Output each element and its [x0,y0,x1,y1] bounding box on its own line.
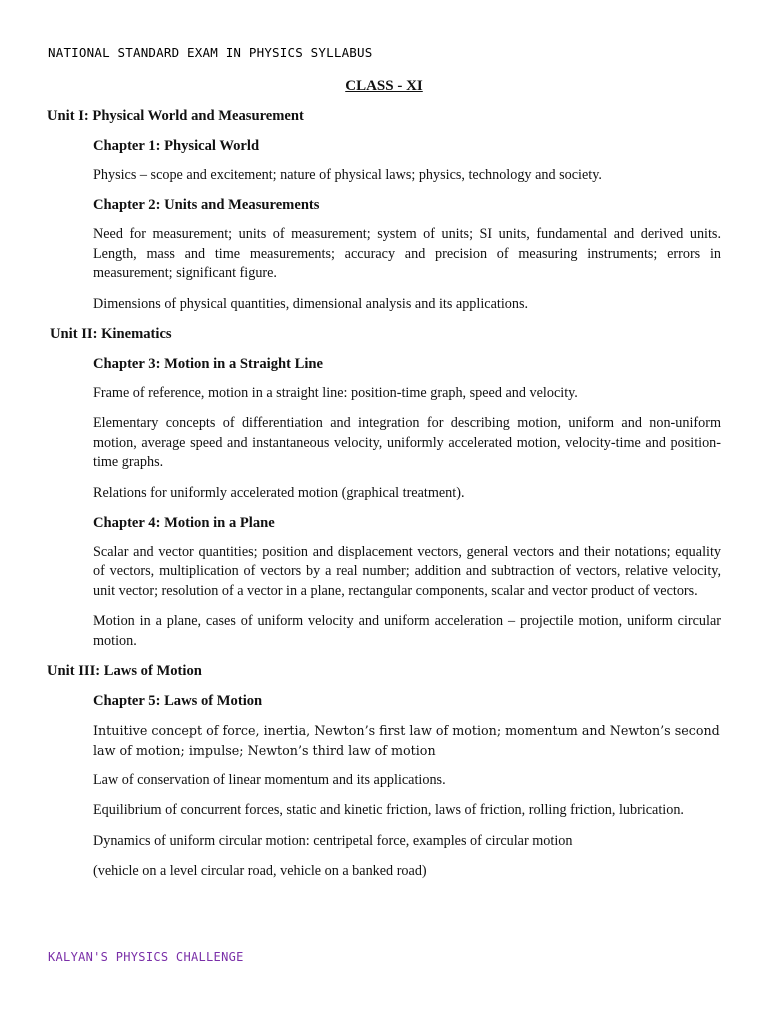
chapter-paragraph: Elementary concepts of differentiation and integration for describing motion, uniform and non-uniform motion, average speed and instantaneous velocity, uniformly accelerated motion, velocity-time and position-time graphs. [93,415,721,471]
chapter-paragraph: Relations for uniformly accelerated motion (graphical treatment). [93,484,465,501]
document-footer: KALYAN'S PHYSICS CHALLENGE [48,950,244,964]
chapter-title: Chapter 1: Physical World [93,138,260,154]
chapter-paragraph: Intuitive concept of force, inertia, Newton’s first law of motion; momentum and Newton’s second law of motion; impulse; Newton’s third law of motion [93,723,720,758]
chapter-title: Chapter 2: Units and Measurements [93,197,320,214]
chapter-paragraph: Scalar and vector quantities; position and displacement vectors, general vectors and their notations; equality of vectors, multiplication of vectors by a real number; addition and subtraction of vectors, relative velocity, unit vector; resolution of a vector in a plane, rectangular components, scalar and vector product of vectors. [93,544,721,599]
chapter-paragraph: (vehicle on a level circular road, vehicle on a banked road) [93,863,427,880]
syllabus-content [47,107,721,893]
chapter-paragraph: Physics – scope and excitement; nature of physical laws; physics, technology and society. [93,167,602,183]
chapter-paragraph: Equilibrium of concurrent forces, static and kinetic friction, laws of friction, rolling friction, lubrication. [93,802,684,819]
class-title: CLASS - XI [345,78,423,94]
chapter-title: Chapter 3: Motion in a Straight Line [93,356,323,373]
chapter-paragraph: Dynamics of uniform circular motion: centripetal force, examples of circular motion [93,832,573,849]
document-header: NATIONAL STANDARD EXAM IN PHYSICS SYLLABUS [48,45,373,60]
chapter-paragraph: Need for measurement; units of measurement; system of units; SI units, fundamental and derived units. Length, mass and time measurements; accuracy and precision of measuring instruments; errors in measurement; significant figure. [93,226,721,282]
unit-title: Unit III: Laws of Motion [47,663,202,680]
unit-title: Unit I: Physical World and Measurement [47,108,304,124]
unit-title: Unit II: Kinematics [50,326,172,343]
chapter-paragraph: Frame of reference, motion in a straight line: position-time graph, speed and velocity. [93,385,578,402]
chapter-paragraph: Law of conservation of linear momentum and its applications. [93,771,446,788]
chapter-paragraph: Dimensions of physical quantities, dimensional analysis and its applications. [93,295,529,312]
chapter-paragraph: Motion in a plane, cases of uniform velocity and uniform acceleration – projectile motion, uniform circular motion. [93,613,721,649]
chapter-title: Chapter 4: Motion in a Plane [93,515,275,532]
chapter-title: Chapter 5: Laws of Motion [93,693,263,710]
